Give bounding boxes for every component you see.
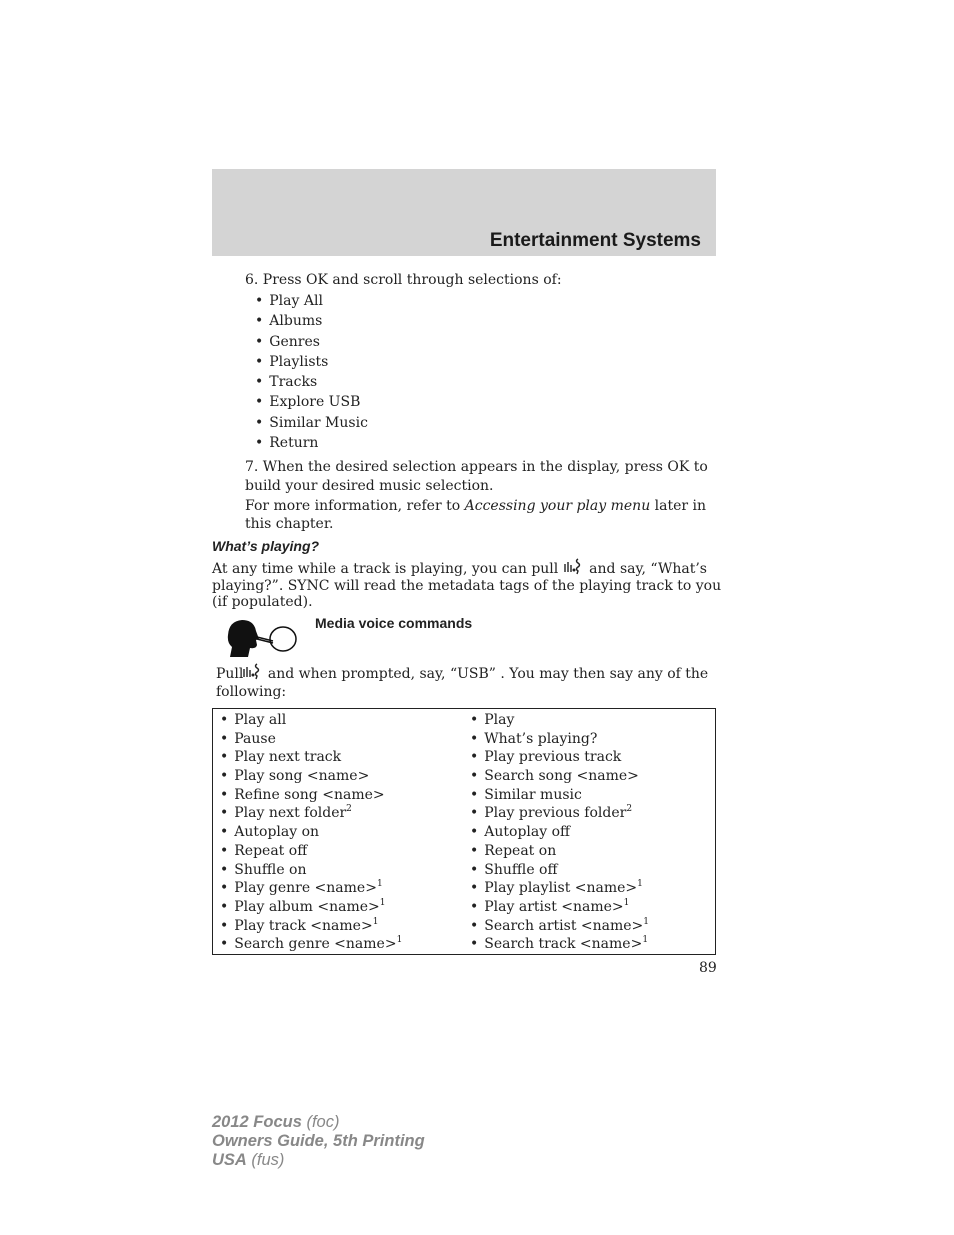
voice-command-text: Repeat on [484, 842, 557, 859]
voice-command-item [470, 786, 649, 805]
voice-command-item [220, 917, 402, 936]
voice-command-text: Play album <name> [234, 898, 380, 915]
voice-command-item [220, 842, 402, 861]
voice-command-item [470, 730, 649, 749]
voice-command-item [470, 879, 649, 898]
voice-commands-table [212, 708, 716, 955]
voice-command-item [220, 730, 402, 749]
voice-command-text: Refine song <name> [234, 786, 385, 803]
voice-command-item [470, 935, 649, 954]
footnote-marker: 1 [396, 935, 403, 946]
voice-command-text: Similar music [484, 786, 582, 803]
voice-command-text: What’s playing? [484, 730, 598, 747]
selection-item: • Genres [255, 332, 368, 352]
selection-item: • Explore USB [255, 392, 368, 412]
selection-item: • Similar Music [255, 413, 368, 433]
commands-left-column [220, 711, 402, 954]
voice-command-item [470, 917, 649, 936]
voice-command-text: Play all [234, 712, 287, 728]
voice-command-text: Search song <name> [484, 768, 639, 785]
footnote-marker: 1 [372, 916, 379, 927]
footer-line-3: USA (fus) [212, 1151, 285, 1169]
voice-command-item [220, 804, 402, 823]
footnote-marker: 2 [346, 804, 352, 815]
voice-command-item [220, 823, 402, 842]
voice-command-text: Play previous folder [484, 805, 627, 822]
media-voice-commands-heading: Media voice commands [315, 615, 473, 631]
selection-list [255, 291, 368, 453]
footer-line-2: Owners Guide, 5th Printing [212, 1132, 425, 1150]
more-info-text [245, 497, 706, 516]
whats-playing-line-1b: and say, “What’s [589, 561, 707, 577]
whats-playing-line-2: playing?”. SYNC will read the metadata tags of the playing track to you [212, 578, 722, 594]
more-info-suffix: later in [650, 498, 707, 514]
voice-command-item [470, 711, 649, 730]
voice-command-text: Play playlist <name> [484, 880, 638, 897]
voice-command-text: Play artist <name> [484, 898, 624, 915]
voice-command-item [220, 711, 402, 730]
more-info-prefix: For more information, refer to [245, 498, 465, 514]
footnote-marker: 2 [626, 804, 633, 815]
more-info-link: Accessing your play menu [464, 498, 651, 514]
voice-command-text: Autoplay on [234, 824, 320, 841]
media-pull-text: Pull [216, 666, 244, 682]
voice-command-text: Shuffle off [484, 861, 558, 878]
voice-command-text: Repeat off [234, 842, 308, 859]
whats-playing-heading: What’s playing? [212, 538, 320, 554]
voice-command-item [220, 786, 402, 805]
voice-command-item [470, 898, 649, 917]
voice-command-item [470, 804, 649, 823]
whats-playing-line-3: (if populated). [212, 594, 313, 610]
voice-command-item [470, 748, 649, 767]
voice-command-text: Play [484, 712, 515, 728]
voice-command-text: Play song <name> [234, 768, 370, 785]
more-info-line-2: this chapter. [245, 516, 334, 532]
footnote-marker: 1 [637, 879, 643, 890]
voice-command-text: Play previous track [484, 749, 622, 766]
footnote-marker: 1 [623, 897, 630, 908]
voice-command-text: Search track <name> [484, 936, 643, 953]
voice-command-text: Search artist <name> [484, 917, 644, 934]
document-footer [212, 1113, 425, 1170]
voice-command-text: Play genre <name> [234, 880, 377, 897]
section-title: Entertainment Systems [489, 230, 701, 251]
step-6-text: 6. Press OK and scroll through selections of: [245, 272, 562, 288]
media-line-1b: and when prompted, say, “USB” . You may then say any of the [267, 666, 709, 682]
whats-playing-line-1a: At any time while a track is playing, you can pull [212, 561, 559, 577]
page-number: 89 [699, 960, 717, 976]
selection-item: • Albums [255, 311, 368, 331]
voice-command-text: Shuffle on [234, 861, 307, 878]
step-7-line-2: build your desired music selection. [245, 478, 494, 494]
voice-command-item [220, 861, 402, 880]
voice-command-item [220, 898, 402, 917]
voice-command-text: Autoplay off [484, 824, 570, 841]
voice-command-item [220, 879, 402, 898]
section-header-band [212, 169, 716, 256]
footnote-marker: 1 [376, 879, 383, 890]
voice-command-text: Pause [234, 730, 276, 747]
voice-command-text: Play next track [234, 749, 342, 766]
voice-command-item [470, 767, 649, 786]
footnote-marker: 1 [643, 916, 650, 927]
voice-command-item [470, 861, 649, 880]
selection-item: • Play All [255, 291, 368, 311]
voice-command-text: Play track <name> [234, 917, 373, 934]
voice-command-item [220, 748, 402, 767]
speaking-head-icon [226, 617, 298, 663]
voice-command-item [470, 823, 649, 842]
voice-command-text: Search genre <name> [234, 936, 397, 953]
commands-right-column [470, 711, 649, 954]
step-7-line-1: 7. When the desired selection appears in the display, press OK to [245, 459, 708, 475]
voice-command-item [220, 935, 402, 954]
media-line-2: following: [216, 684, 287, 700]
footnote-marker: 1 [379, 897, 386, 908]
footnote-marker: 1 [642, 935, 649, 946]
footer-line-1: 2012 Focus (foc) [212, 1113, 340, 1131]
media-line-1 [216, 663, 708, 687]
selection-item: • Return [255, 433, 368, 453]
voice-command-text: Play next folder [234, 805, 347, 822]
selection-item: • Playlists [255, 352, 368, 372]
selection-item: • Tracks [255, 372, 368, 392]
voice-command-item [220, 767, 402, 786]
voice-command-item [470, 842, 649, 861]
